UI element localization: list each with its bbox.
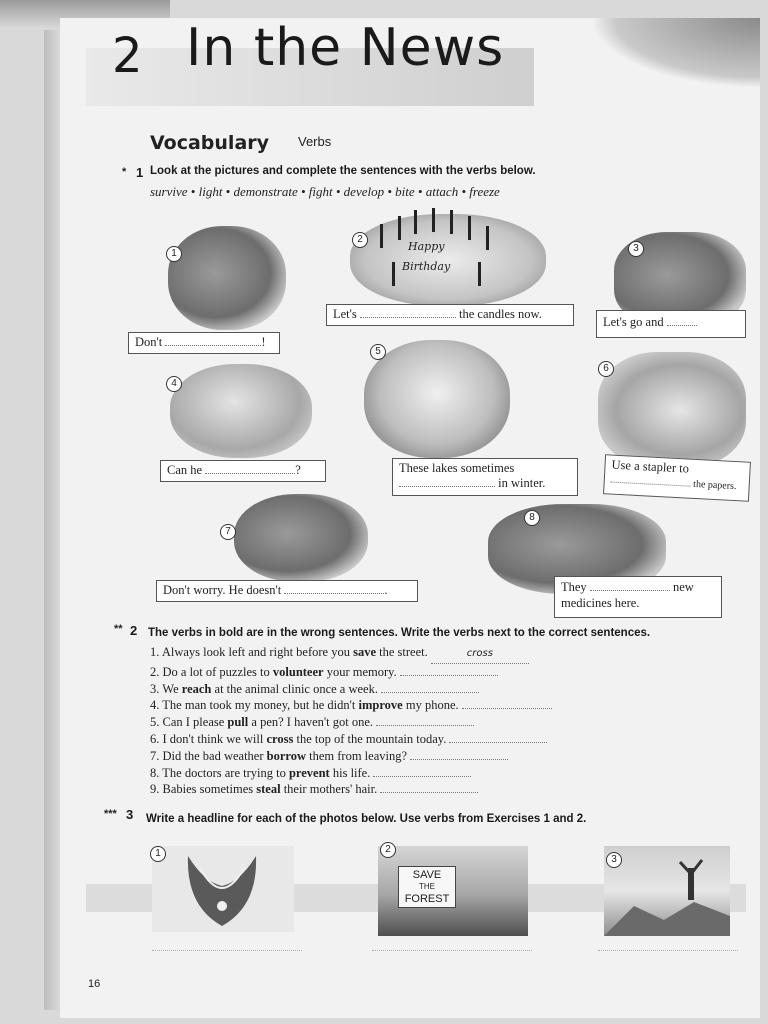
cake-text-happy: Happy [408,240,445,253]
sign-text: FOREST [404,893,450,905]
answer-field[interactable] [376,725,474,726]
section-heading: Vocabulary [150,132,270,154]
item-number: 4. [150,698,160,713]
answer-blank[interactable] [360,317,456,318]
ex3-stars: *** [104,808,117,820]
item-number: 6. [150,731,160,746]
list-item [150,664,552,681]
bold-verb: reach [181,681,212,696]
sentence-text: The man took my money, but he didn't [162,698,359,713]
photo-number: 8 [524,510,540,526]
sentence-text: Can I please [162,715,228,730]
sentence-box-5 [392,458,578,496]
ex2-sentence-list [150,644,552,798]
answer-field[interactable] [381,692,479,693]
list-item [150,731,552,748]
candle [432,208,435,232]
ex3-instruction: Write a headline for each of the photos below. Use verbs from Exercises 1 and 2. [146,813,587,825]
answer-blank[interactable] [205,473,295,474]
answer-field[interactable] [431,644,529,664]
list-item [150,697,552,714]
photo-number: 2 [380,842,396,858]
answer-blank[interactable] [667,325,697,326]
sentence-box-8 [554,576,722,618]
sentence-box-7 [156,580,418,602]
handwritten-answer: cross [466,648,493,659]
sentence-text: Let's [333,307,357,321]
ex3-number: 3 [126,807,134,822]
bold-verb: prevent [288,765,330,780]
sentence-text: . [384,583,388,597]
ex2-stars: ** [114,623,123,635]
ex1-instruction: Look at the pictures and complete the sentences with the verbs below. [150,165,536,177]
bold-verb: improve [358,698,403,713]
sentence-text: the street. [376,645,428,659]
answer-blank[interactable] [590,590,670,591]
photo-number: 3 [628,241,644,257]
ex2-number: 2 [130,623,138,638]
photo-diving-animal [170,364,312,458]
photo-number: 4 [166,376,182,392]
section-subheading: Verbs [298,134,332,149]
sentence-text: Don't [135,335,163,349]
sentence-box-4 [160,460,326,482]
word-bank: survive • light • demonstrate • fight • develop • bite • attach • freeze [150,184,500,199]
page-corner-shadow [590,18,760,88]
photo-number: 1 [150,846,166,862]
answer-field[interactable] [380,792,478,793]
answer-field[interactable] [410,759,508,760]
photo-necklace [152,846,294,932]
ex2-instruction: The verbs in bold are in the wrong sentences. Write the verbs next to the correct sentences. [148,627,651,639]
item-number: 3. [150,681,160,696]
sentence-text: Do a lot of puzzles to [162,664,273,679]
protest-sign [398,866,456,908]
item-number: 9. [150,782,160,797]
sentence-text: my phone. [402,698,459,713]
answer-field[interactable] [462,708,552,709]
sentence-box-1 [128,332,280,354]
photo-number: 7 [220,524,236,540]
candle [450,210,453,234]
sentence-text: Did the bad weather [162,748,267,763]
bold-verb: steal [256,782,281,797]
item-number: 1. [150,645,160,659]
item-number: 7. [150,748,160,763]
sign-text: THE [419,882,435,891]
photo-hug [168,226,286,330]
sentence-text: These lakes sometimes [399,461,515,475]
list-item [150,748,552,765]
photo-protest [378,846,528,936]
list-item [150,781,552,798]
sentence-text: their mothers' hair. [280,782,378,797]
sentence-text: the papers. [692,478,737,493]
list-item [150,714,552,731]
sentence-text: your memory. [323,664,397,679]
candle [468,216,471,240]
item-number: 8. [150,765,160,780]
item-number: 2. [150,664,160,679]
sign-text: SAVE [412,869,442,881]
answer-blank[interactable] [165,345,261,346]
sentence-text: ! [261,335,266,349]
headline-line[interactable] [152,950,302,951]
sentence-text: a pen? I haven't got one. [248,715,374,730]
answer-field[interactable] [449,742,547,743]
unit-title: In the News [186,18,505,78]
sentence-text: in winter. [498,476,546,490]
photo-frozen-lake [364,340,510,458]
sentence-text: Use a stapler to [611,457,690,476]
candle [392,262,395,286]
sentence-box-2 [326,304,574,326]
sentence-box-3 [596,310,746,338]
cake-text-birthday: Birthday [402,260,451,273]
sentence-text: Don't worry. He doesn't [163,583,282,597]
photo-number: 2 [352,232,368,248]
headline-line[interactable] [598,950,738,951]
sentence-text: medicines here. [561,596,640,610]
sentence-text: I don't think we will [162,731,267,746]
candle [478,262,481,286]
answer-blank[interactable] [399,486,495,487]
candle [380,224,383,248]
candle [414,210,417,234]
headline-line[interactable] [372,950,532,951]
photo-number: 5 [370,344,386,360]
necklace-illustration [152,846,294,932]
answer-blank[interactable] [284,593,384,594]
sentence-text: them from leaving? [306,748,408,763]
unit-number: 2 [112,28,143,84]
item-number: 5. [150,715,160,730]
page-number: 16 [88,978,101,990]
sentence-text: the candles now. [459,307,542,321]
sentence-text: Babies sometimes [162,782,257,797]
sentence-text: at the animal clinic once a week. [211,681,378,696]
bold-verb: borrow [266,748,306,763]
ex1-number: 1 [136,165,144,180]
bold-verb: volunteer [272,664,324,679]
climber-illustration [604,846,730,936]
sentence-text: ? [295,463,301,477]
answer-field[interactable] [400,675,498,676]
sentence-text: new [672,580,694,594]
photo-stapler [598,352,746,468]
photo-number: 3 [606,852,622,868]
sentence-text: Can he [167,463,203,477]
list-item [150,644,552,664]
photo-number: 6 [598,361,614,377]
list-item [150,765,552,782]
bold-verb: cross [266,731,294,746]
sentence-text: Always look left and right before you [161,645,354,659]
photo-mountain-climber [604,846,730,936]
bold-verb: pull [227,715,249,730]
photo-number: 1 [166,246,182,262]
candle [398,216,401,240]
ex1-stars: * [122,166,127,178]
sentence-text: We [162,681,182,696]
list-item [150,681,552,698]
bold-verb: save [353,645,377,659]
sentence-text: his life. [329,765,371,780]
candle [486,226,489,250]
sentence-text: Let's go and [603,315,664,329]
sentence-text: They [561,580,587,594]
sentence-box-6 [603,454,751,502]
answer-blank[interactable] [611,482,691,487]
answer-field[interactable] [373,776,471,777]
sentence-text: The doctors are trying to [162,765,289,780]
photo-girl-with-dog [234,494,368,582]
sentence-text: the top of the mountain today. [293,731,447,746]
